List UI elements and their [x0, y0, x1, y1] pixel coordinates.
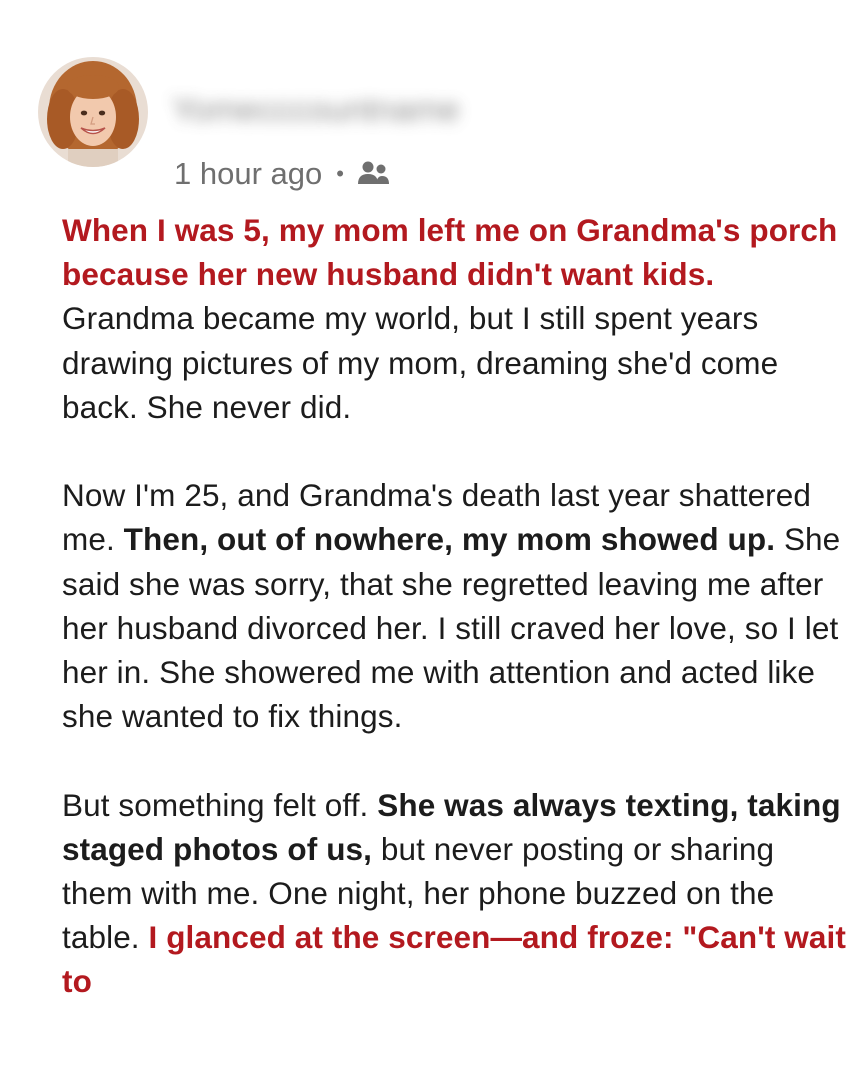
body-text: She said she was sorry, that she regretted leaving me after her husband divorced her. I still craved her love, so I let her in. She showered me with attention and acted like she wanted to fix things.: [62, 521, 841, 735]
avatar-image: [38, 57, 148, 167]
post-paragraph: [62, 473, 852, 738]
body-text: Now I'm 25, and Grandma's death last year shattered me.: [62, 477, 812, 558]
author-name[interactable]: Yomecccountname: [172, 91, 460, 129]
bold-text: She was always texting, taking staged photos of us,: [62, 786, 841, 867]
highlight-text: When I was 5, my mom left me on Grandma's porch because her new husband didn't want kids.: [62, 212, 838, 293]
post-paragraph: [62, 208, 852, 429]
post-timestamp[interactable]: 1 hour ago: [174, 156, 323, 191]
post-body: [62, 208, 852, 1048]
post-meta: [174, 154, 392, 194]
highlight-text: I glanced at the screen—and froze: "Can't wait to: [62, 919, 846, 1000]
body-text: But something felt off.: [62, 786, 378, 823]
body-text: but never posting or sharing them with me. One night, her phone buzzed on the table.: [62, 830, 775, 956]
post-paragraph: [62, 783, 852, 1004]
body-text: Grandma became my world, but I still spent years drawing pictures of my mom, dreaming she'd come back. She never did.: [62, 300, 779, 425]
meta-separator: •: [336, 161, 344, 186]
bold-text: Then, out of nowhere, my mom showed up.: [123, 521, 776, 558]
author-avatar[interactable]: [38, 57, 148, 167]
friends-icon: [356, 158, 392, 190]
